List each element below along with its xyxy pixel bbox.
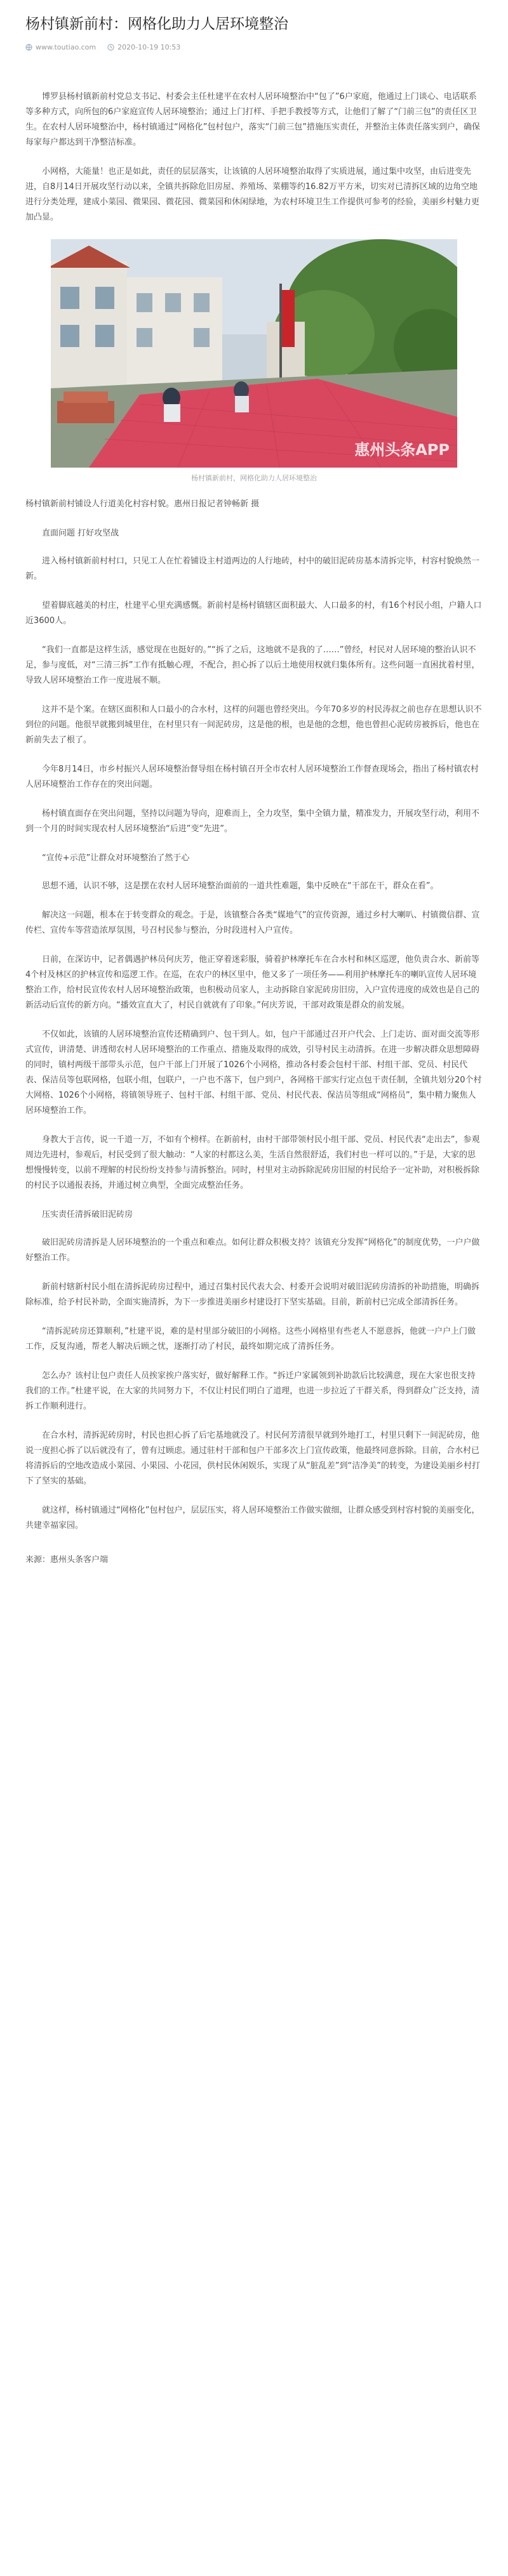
section-heading: 直面问题 打好攻坚战 — [42, 528, 119, 538]
article-body-top — [25, 89, 483, 225]
article-paragraph: 望着脚底越美的村庄，杜建平心里充满感慨。新前村是杨村镇辖区面积最大、人口最多的村，有16个村民小组，户籍人口近3600人。 — [25, 600, 482, 626]
article-body-main — [25, 497, 483, 1534]
article-paragraph: “清拆泥砖房还算顺利，”杜建平说，难的是村里部分破旧的小网格。这些小网格里有些老人不愿意拆，他就一户户上门做工作，反复沟通，帮老人解决后顾之忧，逐渐打动了村民，最终如期完成了清拆任务。 — [25, 1326, 476, 1351]
article-paragraph: 杨村镇直面存在突出问题，坚持以问题为导向，迎难而上，全力攻坚，集中全镇力量，精准发力，开展攻坚行动，利用不到一个月的时间实现农村人居环境整治“后进”变“先进”。 — [25, 808, 480, 834]
article-meta — [25, 43, 483, 51]
section-heading: 压实责任清拆破旧泥砖房 — [42, 1209, 133, 1219]
clock-icon — [107, 44, 114, 51]
article-paragraph: 博罗县杨村镇新前村党总支书记、村委会主任杜建平在农村人居环境整治中“包了”6户家庭，他通过上门谈心、电话联系等多种方式，向所包的6户家庭宣传人居环境整治；通过上门打样、手把手教授等方式，让他们了解了“门前三包”的责任区卫生。在农村人居环境整治中，杨村镇通过“网格化”包村包户，落实“门前三包”措施压实责任，并整治主体责任落实到户，确保每家每户都达到干净整洁标准。 — [25, 91, 480, 147]
article-container — [25, 0, 483, 1565]
article-paragraph: 身教大于言传，说一千道一万，不如有个榜样。在新前村，由村干部带领村民小组干部、党员、村民代表“走出去”，参观周边先进村，参观后，村民受到了很大触动：“人家的村都这么美，生活自然很舒适，我们村也一样可以的。”于是，大家的思想慢慢转变，以前不理解的村民纷纷支持参与清拆整治。同时，村里对主动拆除泥砖房旧屋的村民给予一定补助，对积极拆除的村民予以通报表扬，并通过树立典型，全面完成整治任务。 — [25, 1134, 480, 1190]
article-paragraph: 就这样，杨村镇通过“网格化”包村包户，层层压实，将人居环境整治工作做实做细，让群众感受到村容村貌的美丽变化，共建幸福家园。 — [25, 1505, 480, 1530]
article-photo[interactable] — [51, 239, 457, 468]
date-info — [107, 43, 180, 51]
publish-date: 2020-10-19 10:53 — [117, 43, 181, 51]
article-paragraph: 在合水村，清拆泥砖房时，村民也担心拆了后宅基地就没了。村民何芳清很早就到外地打工，村里只剩下一间泥砖房，他说一度担心拆了以后就没有了，曾有过顾虑。通过驻村干部和包户干部多次上门宣传政策，他最终同意拆除。目前，合水村已将清拆后的空地改造成小菜园、小果园、小花园，供村民休闲娱乐，实现了从“脏乱差”到“洁净美”的转变，为建设美丽乡村打下了坚实的基础。 — [25, 1430, 480, 1486]
globe-icon — [25, 44, 32, 51]
article-paragraph: 解决这一问题，根本在于转变群众的观念。于是，该镇整合各类“媒地气”的宣传资源，通过乡村大喇叭、村镇微信群、宣传栏、宣传车等营造浓厚氛围，号召村民参与整治，分时段进村入户宣传。 — [25, 910, 480, 935]
article-paragraph: 日前，在深访中，记者偶遇护林员何庆芳，他正穿着迷彩服，骑着护林摩托车在合水村和林区巡逻，他负责合水、新前等4个村及林区的护林宣传和巡逻工作。在巡，在农户的林区里中，他又多了一项任务——利用护林摩托车的喇叭宣传人居环境整治工作，给村民宣传农村人居环境整治政策，也积极动员家人，主动拆除自家泥砖房旧房，入户宣传进度的成效也是自己的新活动后宣传的新方向。“播效宣直大了，村民自就就有了印象。”何庆芳说，干部对政策是群众的前发展。 — [25, 954, 480, 1010]
article-paragraph: 思想不通，认识不够，这是摆在农村人居环境整治面前的一道共性难题，集中反映在“干部在干，群众在看”。 — [42, 881, 439, 891]
photo-watermark: 惠州头条APP — [354, 440, 450, 459]
village-street-image — [51, 239, 457, 468]
article-paragraph: 破旧泥砖房清拆是人居环境整治的一个重点和难点。如何让群众积极支持？该镇充分发挥“网格化”的制度优势，一户户做好整治工作。 — [25, 1237, 480, 1263]
article-paragraph: 小网格，大能量！也正是如此，责任的层层落实，让该镇的人居环境整治取得了实质进展，通过集中攻坚，由后进变先进，自8月14日开展攻坚行动以来，全镇共拆除危旧房屋、养殖场、菜棚等约16.82万平方米，切实对已清拆区域的边角空地进行分类处理，建成小菜园、微果园、微花园、微菜园和休闲绿地，为农村环境卫生工作提供可参考的经验，美丽乡村魅力更加凸显。 — [25, 166, 480, 222]
article-paragraph: 今年8月14日，市乡村振兴人居环境整治督导组在杨村镇召开全市农村人居环境整治工作督查现场会，指出了杨村镇农村人居环境整治工作存在的突出问题。 — [25, 764, 479, 789]
article-paragraph: “我们一直都是这样生活，感觉现在也挺好的。”“拆了之后，这地就不是我的了……”曾经，村民对人居环境的整治认识不足，参与度低，对“三清三拆”工作有抵触心理，不配合，担心拆了以后土地使用权就归集体所有。这些问题一直困扰着村里，导致人居环境整治工作一度进展不顺。 — [25, 645, 480, 685]
article-paragraph: 杨村镇新前村铺设人行道美化村容村貌。惠州日报记者钟畅新 摄 — [25, 499, 260, 509]
site-name: www.toutiao.com — [36, 43, 97, 51]
article-paragraph: 进入杨村镇新前村村口，只见工人在忙着铺设主村道两边的人行地砖，村中的破旧泥砖房基本清拆完毕，村容村貌焕然一新。 — [25, 556, 480, 581]
article-title: 杨村镇新前村：网格化助力人居环境整治 — [25, 16, 288, 32]
article-paragraph: 这并不是个案。在辖区面积和人口最小的合水村，这样的问题也曾经突出。今年70多岁的村民涛叔之前也存在思想认识不到位的问题。他很早就搬到城里住，在村里只有一间泥砖房，这是他的根，也是他的念想，他也曾担心泥砖房被拆后，他也在新前失去了根了。 — [25, 704, 482, 745]
photo-caption: 杨村镇新前村，网格化助力人居环境整治 — [191, 473, 317, 482]
section-heading: “宣传+示范”让群众对环境整治了然于心 — [42, 853, 190, 863]
article-source: 来源：惠州头条客户端 — [25, 1554, 109, 1565]
article-paragraph: 不仅如此，该镇的人居环境整治宣传还精确到户、包干到人。如，包户干部通过召开户代会、上门走访、面对面交流等形式宣传，讲清楚、讲透彻农村人居环境整治的工作重点、措施及取得的成效，引导村民主动清拆。在进一步解决群众思想障碍的同时，镇村两级干部带头示范，包户干部上门开展了1026个小网格，推动各村委会包村干部、村组干部、党员、村民代表、保洁员等包联网格，包联小组，包联户，一户也不落下，包户到户，各网格干部实行定点包干责任制，全镇共划分20个村大网格、1026个小网格，将镇领导班子、包村干部、村组干部、党员、村民代表、保洁员等组成“网格员”，集中精力聚焦人居环境整治工作。 — [25, 1029, 482, 1115]
article-paragraph: 新前村辖新村民小组在清拆泥砖房过程中，通过召集村民代表大会、村委开会说明对破旧泥砖房清拆的补助措施，明确拆除标准，给予村民补助，全面实施清拆，为下一步推进美丽乡村建设打下坚实基础。目前，新前村已完成全部清拆任务。 — [25, 1282, 480, 1307]
article-paragraph: 怎么办？该村让包户责任人员挨家挨户落实好，做好解释工作。“拆迁户家属领到补助款后比较满意，现在大家也很支持我们的工作。”杜建平说，在大家的共同努力下，不仅让村民们明白了道理，也进一步拉近了干群关系，得到群众广泛支持，清拆工作顺利进行。 — [25, 1370, 480, 1411]
site-info[interactable] — [25, 43, 96, 51]
